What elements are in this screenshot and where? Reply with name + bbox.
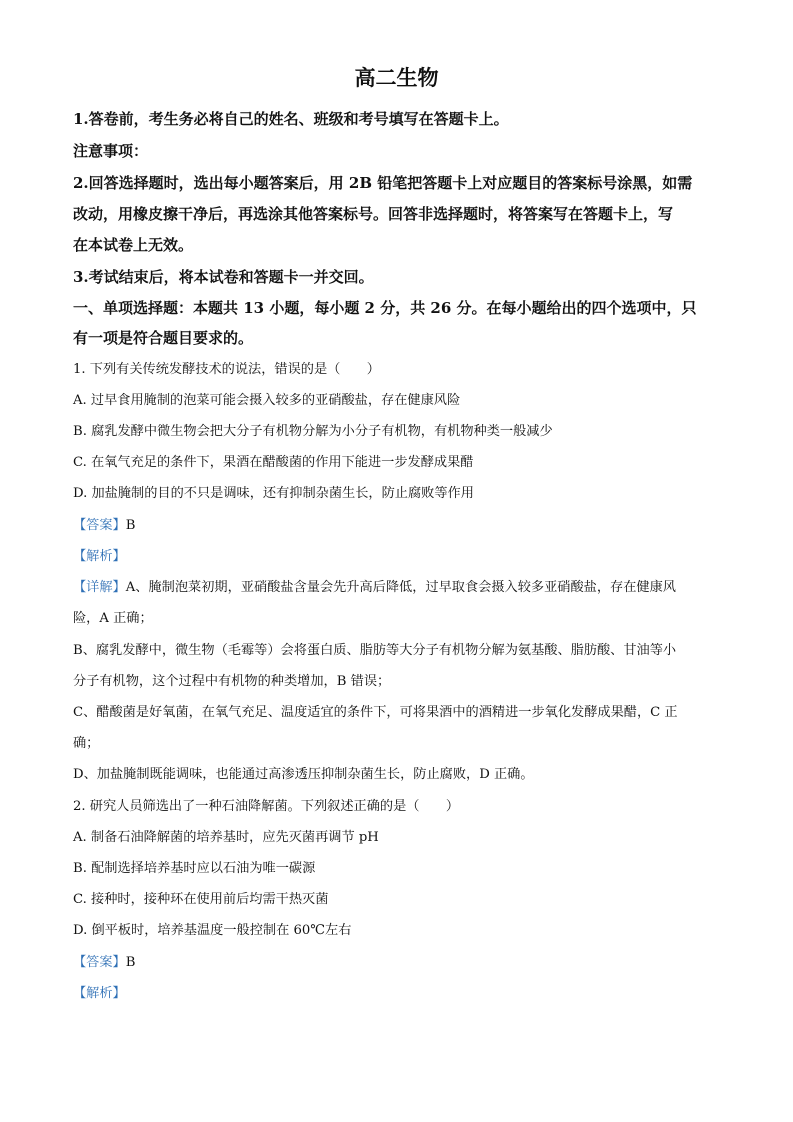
q1-option-a: A. 过早食用腌制的泡菜可能会摄入较多的亚硝酸盐，存在健康风险: [73, 393, 461, 408]
q2-option-d: D. 倒平板时，培养基温度一般控制在 60℃左右: [73, 923, 352, 938]
section-heading-line-1: 一、单项选择题：本题共 13 小题，每小题 2 分，共 26 分。在每小题给出的四个选项中，只: [73, 299, 697, 317]
q2-option-b: B. 配制选择培养基时应以石油为唯一碳源: [73, 861, 316, 876]
q2-analysis-tag: 【解析】: [73, 986, 126, 1001]
q1-option-c: C. 在氧气充足的条件下，果酒在醋酸菌的作用下能进一步发酵成果醋: [73, 455, 474, 470]
q2-option-a: A. 制备石油降解菌的培养基时，应先灭菌再调节 pH: [73, 830, 379, 845]
page-title: 高二生物: [354, 65, 439, 90]
notice-item-2-line-2: 改动，用橡皮擦干净后，再选涂其他答案标号。回答非选择题时，将答案写在答题卡上，写: [73, 205, 674, 223]
q1-detail-line-7: D、加盐腌制既能调味，也能通过高渗透压抑制杂菌生长，防止腐败，D 正确。: [73, 767, 534, 782]
q1-answer: [73, 514, 135, 533]
q1-detail-text-1: A、腌制泡菜初期，亚硝酸盐含量会先升高后降低，过早取食会摄入较多亚硝酸盐，存在健康风: [125, 580, 676, 595]
q1-detail-line-1: [73, 576, 676, 595]
q2-answer: [73, 951, 135, 970]
q2-stem: 2. 研究人员筛选出了一种石油降解菌。下列叙述正确的是（ ）: [73, 799, 460, 814]
notice-item-2-line-1: 2.回答选择题时，选出每小题答案后，用 2B 铅笔把答题卡上对应题目的答案标号涂黑，如需: [73, 174, 693, 192]
q2-answer-value: B: [125, 955, 136, 970]
notice-item-3: 3.考试结束后，将本试卷和答题卡一并交回。: [73, 268, 374, 286]
q1-option-d: D. 加盐腌制的目的不只是调味，还有抑制杂菌生长，防止腐败等作用: [73, 486, 474, 501]
q1-detail-line-4: 分子有机物，这个过程中有机物的种类增加，B 错误；: [73, 674, 391, 689]
q2-option-c: C. 接种时，接种环在使用前后均需干热灭菌: [73, 892, 329, 907]
notice-item-1: 1.答卷前，考生务必将自己的姓名、班级和考号填写在答题卡上。: [73, 110, 509, 128]
q1-detail-tag: 【详解】: [73, 580, 126, 595]
q1-answer-tag: 【答案】: [73, 518, 126, 533]
q1-stem: 1. 下列有关传统发酵技术的说法，错误的是（ ）: [73, 362, 380, 377]
q1-analysis-tag: 【解析】: [73, 549, 126, 564]
q1-detail-line-2: 险，A 正确；: [73, 611, 153, 626]
notice-item-2-line-3: 在本试卷上无效。: [73, 236, 194, 254]
q1-detail-line-6: 确；: [73, 736, 100, 751]
notice-heading: 注意事项：: [73, 142, 149, 160]
q1-answer-value: B: [125, 518, 136, 533]
q1-detail-line-3: B、腐乳发酵中，微生物（毛霉等）会将蛋白质、脂肪等大分子有机物分解为氨基酸、脂肪酸、甘油等小: [73, 643, 677, 658]
q1-option-b: B. 腐乳发酵中微生物会把大分子有机物分解为小分子有机物，有机物种类一般减少: [73, 424, 553, 439]
section-heading-line-2: 有一项是符合题目要求的。: [73, 329, 254, 347]
q2-answer-tag: 【答案】: [73, 955, 126, 970]
q1-detail-line-5: C、醋酸菌是好氧菌，在氧气充足、温度适宜的条件下，可将果酒中的酒精进一步氧化发酵成果醋，C 正: [73, 705, 678, 720]
